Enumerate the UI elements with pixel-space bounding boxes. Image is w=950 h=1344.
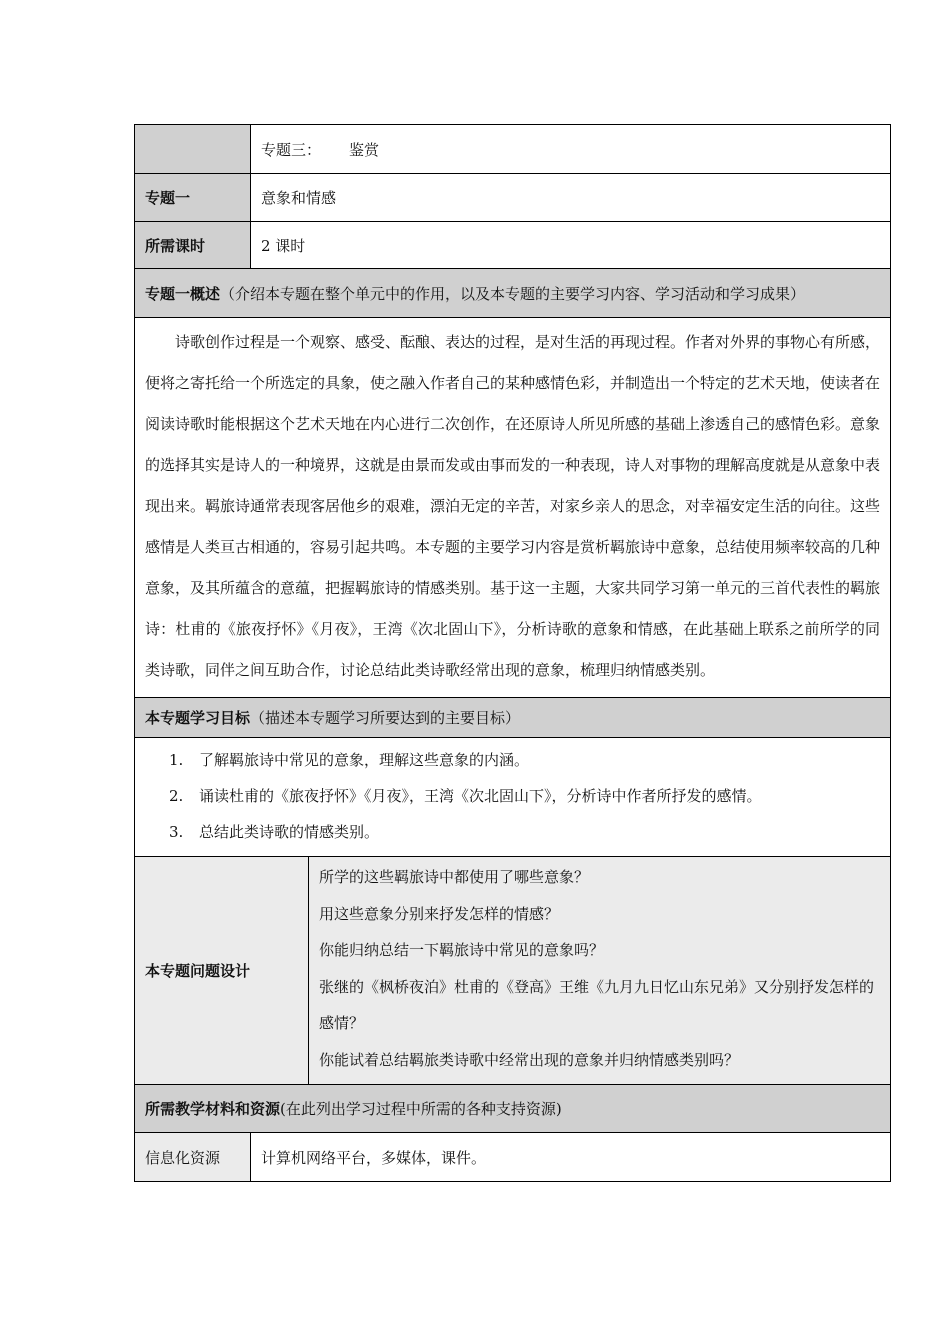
goal-item — [135, 742, 890, 778]
it-resources-label: 信息化资源 — [135, 1133, 251, 1182]
materials-label: 所需教学材料和资源 — [145, 1100, 281, 1118]
class-hours-row — [135, 222, 891, 269]
goals-header-row — [135, 698, 891, 738]
goal-item — [135, 814, 890, 850]
goals-label: 本专题学习目标 — [145, 709, 251, 727]
topic-header-value-cell — [251, 125, 891, 174]
overview-header-cell — [135, 269, 891, 318]
question-item: 张继的《枫桥夜泊》杜甫的《登高》王维《九月九日忆山东兄弟》又分别抒发怎样的感情？ — [319, 977, 875, 1032]
topic-one-row — [135, 174, 891, 222]
questions-row — [135, 857, 891, 1085]
it-resources-value: 计算机网络平台，多媒体，课件。 — [251, 1133, 891, 1182]
topic-header-name: 鉴赏 — [349, 140, 380, 159]
topic-header-prefix: 专题三： — [261, 140, 322, 159]
question-item: 你能试着总结羁旅类诗歌中经常出现的意象并归纳情感类别吗？ — [319, 1050, 740, 1069]
overview-label: 专题一概述 — [145, 284, 221, 303]
overview-body-cell — [135, 318, 891, 698]
materials-header-cell — [135, 1085, 891, 1133]
goal-number: 1. — [169, 751, 184, 769]
goal-text: 了解羁旅诗中常见的意象，理解这些意象的内涵。 — [199, 751, 530, 769]
question-item: 所学的这些羁旅诗中都使用了哪些意象？ — [319, 868, 590, 886]
goal-number: 2. — [169, 787, 184, 805]
lesson-plan-table — [134, 124, 891, 1182]
class-hours-label: 所需课时 — [135, 222, 251, 269]
it-resources-row — [135, 1133, 891, 1182]
question-item: 用这些意象分别来抒发怎样的情感？ — [319, 904, 560, 923]
overview-hint: （介绍本专题在整个单元中的作用，以及本专题的主要学习内容、学习活动和学习成果） — [220, 284, 806, 303]
lesson-plan-document — [134, 124, 890, 1182]
goal-item — [135, 778, 890, 814]
goals-header-cell — [135, 698, 891, 738]
overview-text: 诗歌创作过程是一个观察、感受、酝酿、表达的过程，是对生活的再现过程。作者对外界的事物心有所感，便将之寄托给一个所选定的具象，使之融入作者自己的某种感情色彩，并制造出一个特定的艺术天地，使读者在阅读诗歌时能根据这个艺术天地在内心进行二次创作，在还原诗人所见所感的基础上渗透自己的感情色彩。意象的选择其实是诗人的一种境界，这就是由景而发或由事而发的一种表现，诗人对事物的理解高度就是从意象中表现出来。羁旅诗通常表现客居他乡的艰难，漂泊无定的辛苦，对家乡亲人的思念，对幸福安定生活的向往。这些感情是人类亘古相通的，容易引起共鸣。本专题的主要学习内容是赏析羁旅诗中意象，总结使用频率较高的几种意象，及其所蕴含的意蕴，把握羁旅诗的情感类别。基于这一主题，大家共同学习第一单元的三首代表性的羁旅诗：杜甫的《旅夜抒怀》《月夜》，王湾《次北固山下》，分析诗歌的意象和情感，在此基础上联系之前所学的同类诗歌，同伴之间互助合作，讨论总结此类诗歌经常出现的意象，梳理归纳情感类别。 — [145, 333, 881, 679]
class-hours-value: 2 课时 — [251, 222, 891, 269]
topic-one-value: 意象和情感 — [251, 174, 891, 222]
materials-header-row — [135, 1085, 891, 1133]
topic-header-row — [135, 125, 891, 174]
goals-list — [135, 738, 891, 857]
question-item: 你能归纳总结一下羁旅诗中常见的意象吗？ — [319, 941, 605, 959]
goal-number: 3. — [169, 823, 184, 841]
goal-text: 总结此类诗歌的情感类别。 — [199, 823, 380, 841]
goal-text: 诵读杜甫的《旅夜抒怀》《月夜》，王湾《次北固山下》，分析诗中作者所抒发的感情。 — [199, 787, 762, 805]
overview-body-row — [135, 318, 891, 698]
goals-body-row — [135, 738, 891, 857]
questions-label: 本专题问题设计 — [135, 857, 309, 1085]
goals-hint: （描述本专题学习所要达到的主要目标） — [250, 709, 521, 727]
topic-header-label-cell — [135, 125, 251, 174]
overview-header-row — [135, 269, 891, 318]
topic-one-label: 专题一 — [135, 174, 251, 222]
questions-list — [309, 857, 891, 1085]
materials-hint: (在此列出学习过程中所需的各种支持资源) — [280, 1100, 562, 1118]
